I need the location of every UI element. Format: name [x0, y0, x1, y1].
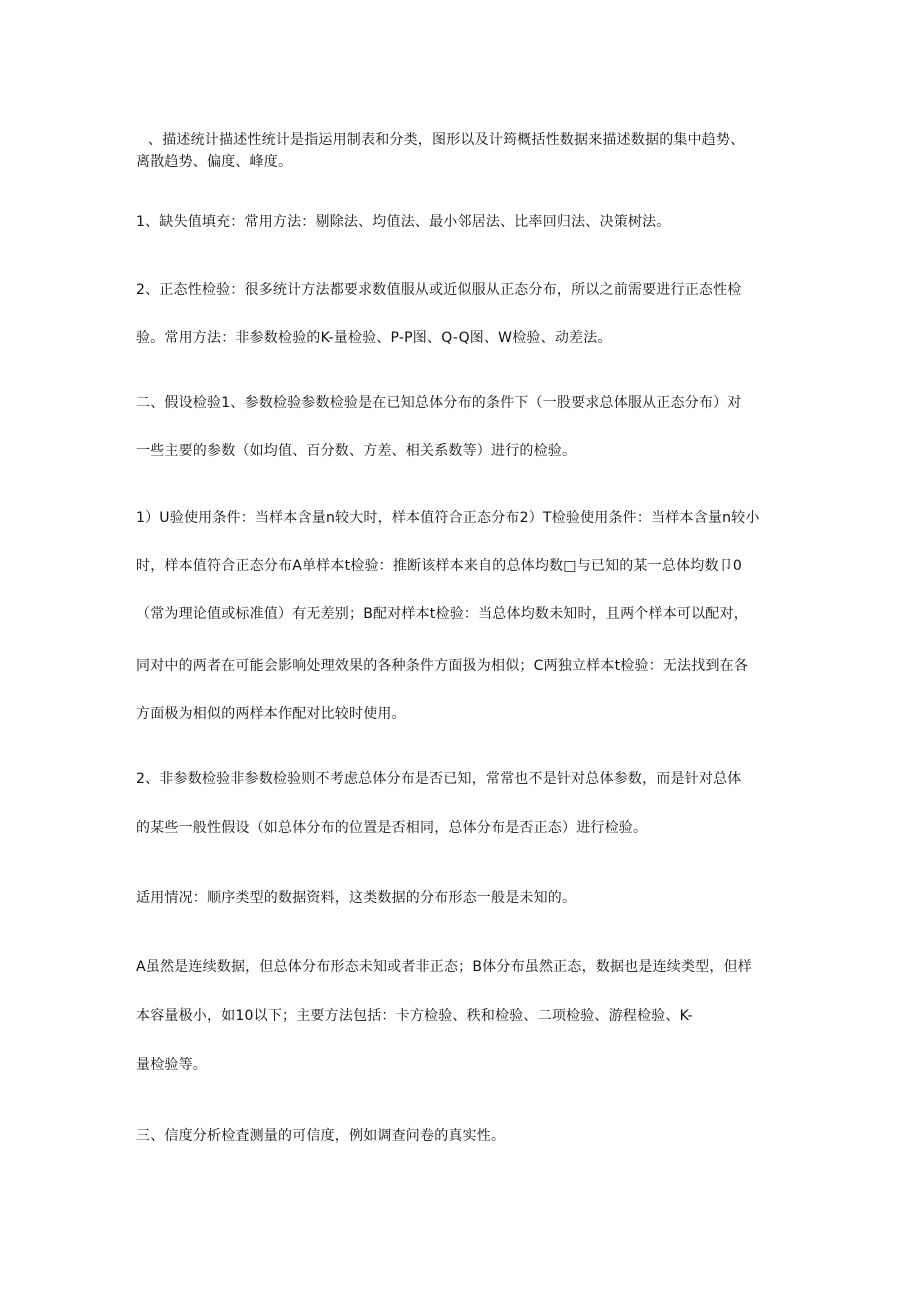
text-line-descriptive-stats: 、描述统计描述性统计是指运用制表和分类，图形以及计筠概括性数据来描述数据的集中趋势、: [148, 132, 745, 148]
text-line-one-sample-t: 时，样本值符合正态分布A单样本t检验：推断该样本来自的总体均数□与已知的某一总体均数卩0: [136, 558, 742, 574]
text-line-hypothesis-test-cont: 一些主要的参数（如均值、百分数、方差、相关系数等）进行的检验。: [136, 443, 577, 459]
text-line-nonparametric-cont: 的某些一般性假设（如总体分布的位置是否相同，总体分布是否正态）进行检验。: [136, 820, 648, 836]
text-line-independent-t: 同对中的两者在可能会影响处理效果的各种条件方面扱为相似；C两独立样本t检验：无法找到在各: [136, 658, 749, 674]
text-line-methods: 本容量极小，如10以下；主要方法包括：卡方检验、秩和检验、二项检验、游程检验、K-: [136, 1008, 693, 1024]
text-line-methods-cont: 量检验等。: [136, 1057, 207, 1073]
text-line-reliability: 三、信度分析检査测量的可信度，例如调查问卷的真实性。: [136, 1128, 506, 1144]
text-line-missing-value: 1、缺失值填充：常用方法：剔除法、均值法、最小邻居法、比率回归法、决策树法。: [136, 214, 671, 230]
text-line-applicable: 适用情况：顺序类型的数据资料，这类数据的分布形态一般是未知的。: [136, 890, 577, 906]
text-line-u-t-test: 1）U验使用条件：当样本含量n较大时，样本值符合正态分布2）T检验使用条件：当样本含量n较小: [136, 510, 760, 526]
text-line-hypothesis-test: 二、假设检验1、参数检验参数检验是在已知总体分布的条件下（一股要求总体服从正态分布）对: [136, 395, 742, 411]
text-line-conditions-a-b: A虽然是连续数据，但总体分布形态未知或者非正态；B体分布虽然正态，数据也是连续类型，但样: [136, 959, 752, 975]
text-line-normality-test: 2、正态性检验：很多统计方法都要求数值服从或近似服从正态分布，所以之前需要进行正态性检: [136, 282, 742, 298]
text-line-independent-t-cont: 方面极为相似的两样本作配对比较时使用。: [136, 706, 406, 722]
text-line-descriptive-stats-cont: 离散趋势、偏度、峰度。: [136, 154, 293, 170]
text-line-nonparametric: 2、非参数检验非参数检验则不考虑总体分布是否已知，常常也不是针对总体参数，而是针对总体: [136, 771, 742, 787]
text-line-paired-t: （常为理论值或标准值）有无差别；B配对样本t检验：当总体均数未知时，且两个样本可以配对，: [136, 606, 748, 622]
text-line-normality-test-cont: 验。常用方法：非参数检验的K-量检验、P-P图、Q-Q图、W检验、动差法。: [136, 330, 612, 346]
